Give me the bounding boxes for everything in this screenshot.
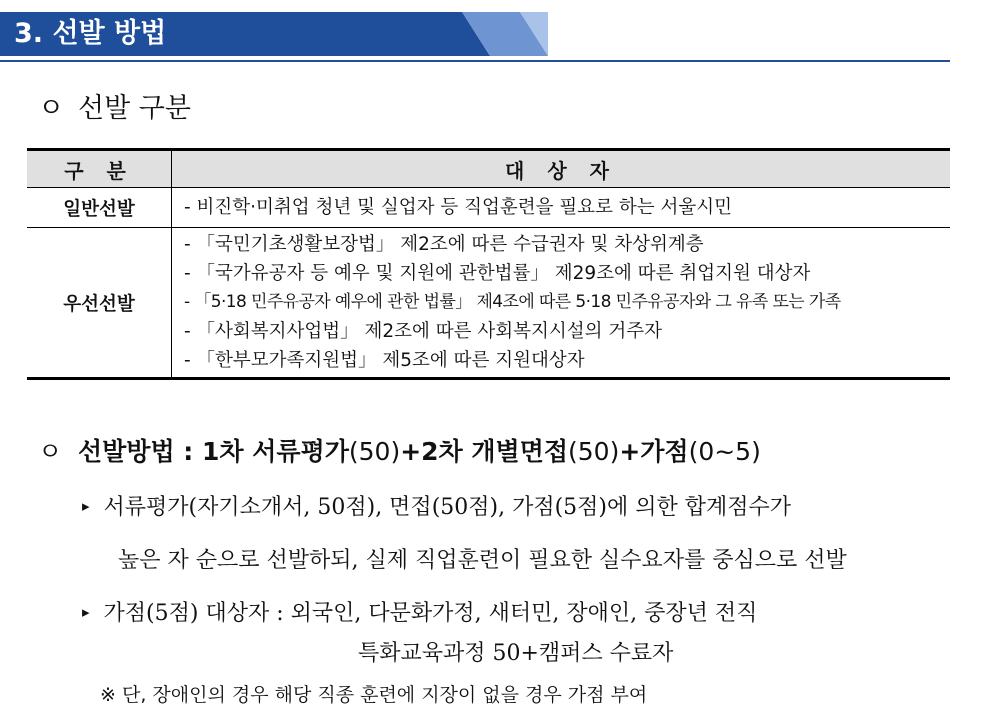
bullet-item [82, 490, 791, 521]
target-line: - 「사회복지사업법」 제2조에 따른 사회복지시설의 거주자 [184, 321, 663, 342]
target-line: - 비진학·미취업 청년 및 실업자 등 직업훈련을 필요로 하는 서울시민 [184, 197, 733, 218]
bullet-continuation: 특화교육과정 50+캠퍼스 수료자 [358, 641, 674, 666]
method-bonus-score: (0~5) [688, 437, 761, 466]
method-label: 선발방법 : [78, 437, 203, 466]
heading-selection-method [38, 432, 761, 468]
row-target [172, 228, 951, 379]
bullet-continuation: 높은 자 순으로 선발하되, 실제 직업훈련이 필요한 실수요자를 중심으로 선발 [118, 548, 847, 573]
footnote: ※ 단, 장애인의 경우 해당 직종 훈련에 지장이 없을 경우 가점 부여 [100, 684, 648, 706]
circle-bullet-icon: ㅇ [38, 93, 65, 124]
row-target [172, 188, 951, 228]
header-target: 대 상 자 [172, 150, 951, 188]
method-step1: 1차 서류평가 [202, 437, 349, 466]
method-step2-score: (50) [568, 437, 620, 466]
method-bonus: +가점 [619, 437, 689, 466]
method-step1-score: (50) [348, 437, 401, 466]
target-line: - 「한부모가족지원법」 제5조에 따른 지원대상자 [184, 350, 585, 371]
method-step2: +2차 개별면접 [400, 437, 568, 466]
bullet-text: 가점(5점) 대상자 : 외국인, 다문화가정, 새터민, 장애인, 중장년 전직 [103, 601, 758, 626]
target-line: - 「5·18 민주유공자 예우에 관한 법률」 제4조에 따른 5·18 민주유공자와 그 유족 또는 가족 [184, 292, 841, 312]
target-line: - 「국가유공자 등 예우 및 지원에 관한법률」 제29조에 따른 취업지원 대상자 [184, 263, 811, 284]
header-category: 구 분 [27, 150, 172, 188]
triangle-bullet-icon: ▸ [82, 603, 90, 621]
selection-table [27, 148, 950, 380]
section-title: 3. 선발 방법 [14, 18, 167, 49]
section-banner [0, 0, 1002, 66]
target-line: - 「국민기초생활보장법」 제2조에 따른 수급권자 및 차상위계층 [184, 234, 704, 255]
triangle-bullet-icon: ▸ [82, 497, 90, 515]
table-header-row [27, 150, 950, 188]
bullet-item [82, 596, 757, 627]
heading-text: 선발 구분 [78, 93, 191, 124]
row-category: 우선선발 [27, 228, 172, 379]
table-row [27, 188, 950, 228]
table-row [27, 228, 950, 379]
heading-selection-type [38, 92, 191, 126]
row-category: 일반선발 [27, 188, 172, 228]
circle-bullet-icon: ㅇ [38, 437, 63, 466]
bullet-text: 서류평가(자기소개서, 50점), 면접(50점), 가점(5점)에 의한 합계점수가 [103, 495, 792, 520]
